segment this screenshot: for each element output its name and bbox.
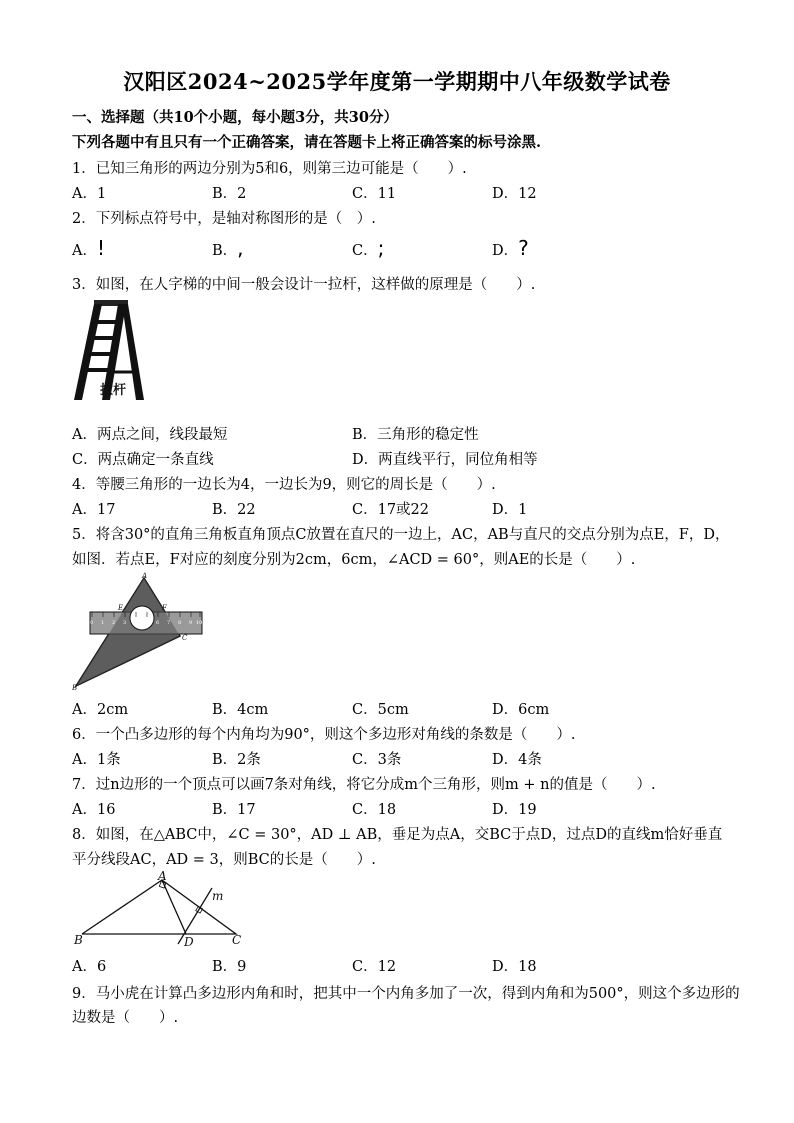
option-c-label: C． <box>352 243 378 259</box>
question-7-option-b: B．17 <box>212 802 256 818</box>
question-2-stem: 2．下列标点符号中，是轴对称图形的是（ ）. <box>72 211 376 227</box>
question-8-option-b: B．9 <box>212 959 247 975</box>
question-4-option-d: D．1 <box>492 502 528 518</box>
question-mark-symbol: ? <box>518 236 529 260</box>
question-9-stem-line-1: 9．马小虎在计算凸多边形内角和时，把其中一个内角多加了一次，得到内角和为500°，则这个多边形的 <box>72 986 740 1002</box>
question-2-option-a <box>72 236 105 260</box>
question-8-option-d: D．18 <box>492 959 537 975</box>
question-6-option-b: B．2条 <box>212 752 261 768</box>
question-9-stem-line-2: 边数是（ ）. <box>72 1010 179 1026</box>
ruler-tick-8: 8 <box>178 620 182 626</box>
option-a-label: A． <box>72 243 97 259</box>
ruler-tick-9: 9 <box>189 620 193 626</box>
ruler-tick-3: 3 <box>123 620 127 626</box>
comma-symbol: , <box>237 236 244 260</box>
semicolon-symbol: ; <box>377 236 385 260</box>
point-a-label: A <box>142 572 148 580</box>
ladder-bar-label: 拉杆 <box>100 383 127 398</box>
ruler-tick-0: 0 <box>90 620 94 626</box>
question-1-option-b: B．2 <box>212 186 247 202</box>
question-2-option-b <box>212 236 244 260</box>
ruler-tick-10: 10 <box>196 620 203 626</box>
ruler-tick-2: 2 <box>112 620 116 626</box>
question-8-option-a: A．6 <box>72 959 107 975</box>
question-6-option-d: D．4条 <box>492 752 542 768</box>
question-5-option-a: A．2cm <box>72 702 129 718</box>
option-b-label: B． <box>212 243 238 259</box>
question-4-option-a: A．17 <box>72 502 116 518</box>
question-1-option-a: A．1 <box>72 186 107 202</box>
question-6-option-c: C．3条 <box>352 752 402 768</box>
point-d-label: D <box>184 935 194 948</box>
point-e-label: E <box>118 604 124 612</box>
question-4-option-c: C．17或22 <box>352 502 429 518</box>
question-3-option-b: B．三角形的稳定性 <box>352 427 479 443</box>
question-8-stem-line-1: 8．如图，在△ABC中，∠C = 30°，AD ⊥ AB，垂足为点A，交BC于点D，过点D的直线m恰好垂直 <box>72 827 723 843</box>
question-7-option-c: C．18 <box>352 802 397 818</box>
question-6-stem: 6．一个凸多边形的每个内角均为90°，则这个多边形对角线的条数是（ ）. <box>72 727 576 743</box>
option-d-label: D． <box>492 243 519 259</box>
question-3-option-a: A．两点之间，线段最短 <box>72 427 228 443</box>
question-7-option-d: D．19 <box>492 802 537 818</box>
question-7-stem: 7．过n边形的一个顶点可以画7条对角线，将它分成m个三角形，则m + n的值是（ ）. <box>72 777 656 793</box>
question-5-option-c: C．5cm <box>352 702 409 718</box>
question-6-option-a: A．1条 <box>72 752 121 768</box>
question-4-stem: 4．等腰三角形的一边长为4，一边长为9，则它的周长是（ ）. <box>72 477 496 493</box>
ruler-tick-6: 6 <box>156 620 160 626</box>
question-5-option-b: B．4cm <box>212 702 269 718</box>
point-c-label: C <box>232 933 242 947</box>
question-4-option-b: B．22 <box>212 502 256 518</box>
point-b-label: B <box>72 684 78 692</box>
question-8-stem-line-2: 平分线段AC，AD = 3，则BC的长是（ ）. <box>72 852 376 868</box>
point-f-label: F <box>162 604 167 612</box>
ruler-tick-4: 4 <box>134 620 138 626</box>
question-5-stem-line-1: 5．将含30°的直角三角板直角顶点C放置在直尺的一边上，AC，AB与直尺的交点分别为点E，F，D， <box>72 527 730 543</box>
ladder-figure <box>72 298 152 404</box>
question-2-option-c <box>352 236 384 260</box>
point-c-label: C <box>182 634 188 642</box>
question-3-option-c: C．两点确定一条直线 <box>72 452 214 468</box>
question-2-option-d <box>492 236 529 260</box>
question-7-option-a: A．16 <box>72 802 116 818</box>
question-1-option-d: D．12 <box>492 186 537 202</box>
triangle-abc-figure <box>72 870 248 948</box>
question-3-stem: 3．如图，在人字梯的中间一般会设计一拉杆，这样做的原理是（ ）. <box>72 277 536 293</box>
ruler-tick-7: 7 <box>167 620 171 626</box>
question-8-option-c: C．12 <box>352 959 397 975</box>
ruler-triangle-figure <box>72 572 204 692</box>
question-5-stem-line-2: 如图．若点E，F对应的刻度分别为2cm，6cm，∠ACD = 60°，则AE的长是（ ）. <box>72 552 636 568</box>
question-3-option-d: D．两直线平行，同位角相等 <box>352 452 538 468</box>
exclamation-mark-symbol: ! <box>96 236 106 260</box>
point-b-label: B <box>74 933 83 947</box>
question-1-stem: 1．已知三角形的两边分别为5和6，则第三边可能是（ ）. <box>72 161 467 177</box>
section-instruction: 下列各题中有且只有一个正确答案，请在答题卡上将正确答案的标号涂黑. <box>72 134 542 151</box>
ruler-tick-1: 1 <box>101 620 105 626</box>
exam-title: 汉阳区2024~2025学年度第一学期期中八年级数学试卷 <box>123 69 671 94</box>
point-a-label: A <box>158 870 167 883</box>
section-heading: 一、选择题（共10个小题，每小题3分，共30分） <box>72 109 398 126</box>
question-5-option-d: D．6cm <box>492 702 550 718</box>
line-m-label: m <box>212 889 224 903</box>
ruler-tick-5: 5 <box>145 620 149 626</box>
question-1-option-c: C．11 <box>352 186 397 202</box>
